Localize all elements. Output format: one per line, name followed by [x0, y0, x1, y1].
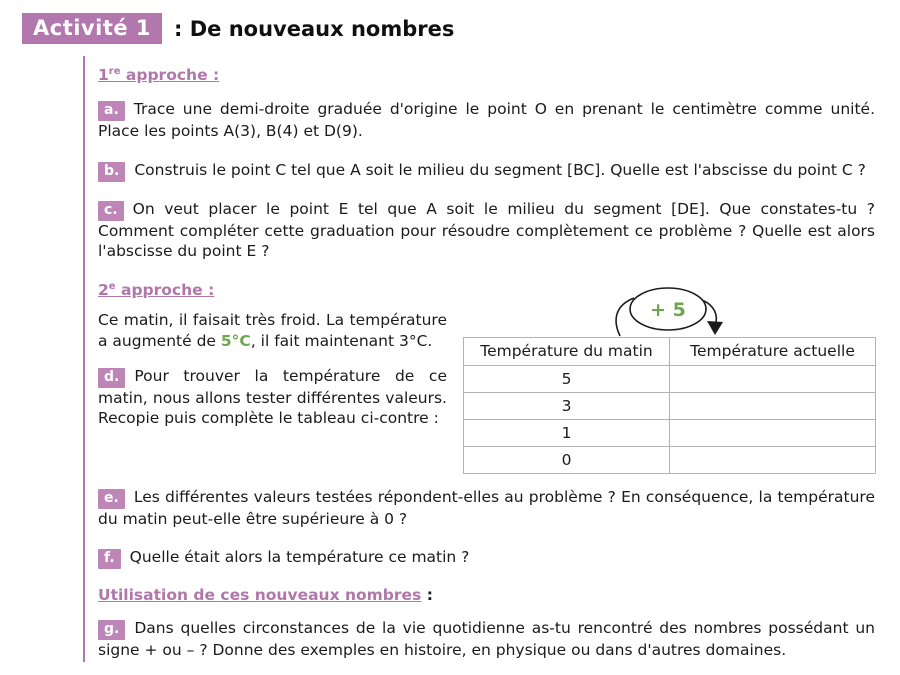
heading-superscript: e — [108, 280, 116, 292]
cell-morning-value: 0 — [464, 446, 670, 473]
heading-number: 2 — [98, 280, 109, 299]
table-row — [464, 392, 876, 419]
cell-current-value — [670, 419, 876, 446]
question-text: Trace une demi-droite graduée d'origine le point O en prenant le centimètre comme unité. Place les points A(3), B(4) et D(9). — [98, 100, 875, 141]
question-letter-badge: e. — [98, 489, 125, 509]
temperature-table — [463, 337, 876, 474]
page-header — [0, 0, 900, 44]
question-letter-badge: b. — [98, 162, 125, 182]
paragraph-text: , il fait maintenant 3°C. — [250, 331, 433, 350]
page-title: : De nouveaux nombres — [174, 16, 455, 41]
heading-colon: : — [421, 586, 433, 605]
paragraph-text: Ce matin, il faisait très froid. La température a augmenté de — [98, 310, 447, 350]
question-letter-badge: g. — [98, 620, 125, 640]
question-text: On veut placer le point E tel que A soit le milieu du segment [DE]. Que constates-tu ? Comment compléter cette graduation pour résoudre complètement ce problème ? Quelle est alors l'abscisse du point E ? — [98, 199, 875, 261]
question-d — [98, 352, 447, 428]
cell-morning-value: 1 — [464, 419, 670, 446]
table-row — [464, 419, 876, 446]
question-text: Les différentes valeurs testées répondent-elles au problème ? En conséquence, la température du matin peut-elle être supérieure à 0 ? — [98, 487, 875, 528]
heading-first-approach — [98, 56, 875, 84]
cell-current-value — [670, 365, 876, 392]
heading-utilisation — [98, 569, 875, 604]
activity-content — [83, 56, 900, 662]
question-letter-badge: c. — [98, 201, 124, 221]
question-f — [98, 529, 875, 569]
question-letter-badge: f. — [98, 549, 121, 569]
heading-text: Utilisation de ces nouveaux nombres — [98, 586, 422, 605]
cell-morning-value: 5 — [464, 365, 670, 392]
cell-current-value — [670, 392, 876, 419]
question-text: Dans quelles circonstances de la vie quotidienne as-tu rencontré des nombres possédant un signe + ou – ? Donne des exemples en histoire, en physique ou dans d'autres domaines. — [98, 619, 875, 660]
question-text: Construis le point C tel que A soit le milieu du segment [BC]. Quelle est l'abscisse du point C ? — [134, 160, 866, 179]
two-column-zone — [98, 299, 875, 474]
column-header-morning: Température du matin — [464, 337, 670, 365]
plus-five-label: + 5 — [650, 298, 686, 321]
question-text: Pour trouver la température de ce matin, nous allons tester différentes valeurs. Recopie puis complète le tableau ci-contre : — [98, 366, 447, 427]
table-header-row — [464, 337, 876, 365]
arrowhead-icon — [707, 321, 723, 335]
question-e — [98, 474, 875, 530]
table-row — [464, 446, 876, 473]
table-row — [464, 365, 876, 392]
temperature-highlight: 5°C — [220, 331, 251, 350]
cell-current-value — [670, 446, 876, 473]
heading-text: approche : — [120, 66, 220, 85]
plus-five-figure — [463, 285, 876, 337]
heading-superscript: re — [108, 66, 121, 77]
cell-morning-value: 3 — [464, 392, 670, 419]
question-text: Quelle était alors la température ce matin ? — [129, 548, 470, 567]
heading-text: approche : — [115, 280, 215, 299]
question-g — [98, 604, 875, 661]
heading-number: 1 — [98, 66, 109, 85]
morning-paragraph — [98, 299, 447, 352]
right-column — [463, 285, 876, 474]
question-c — [98, 182, 875, 262]
question-b — [98, 142, 875, 182]
question-a — [98, 84, 875, 142]
question-letter-badge: d. — [98, 368, 125, 388]
question-letter-badge: a. — [98, 101, 125, 121]
activity-number-badge: Activité 1 — [22, 13, 162, 44]
left-column — [98, 299, 447, 428]
column-header-current: Température actuelle — [670, 337, 876, 365]
